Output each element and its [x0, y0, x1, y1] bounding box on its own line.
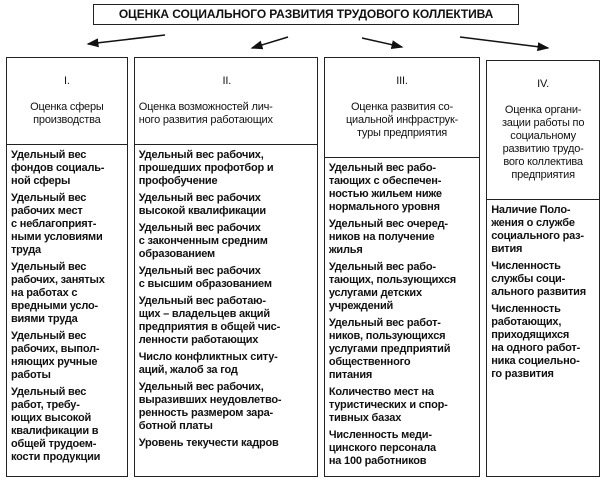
list-item: Наличие Поло- жения о службе социального раз- вития — [491, 204, 584, 255]
column-heading: Оценка органи- зации работы по социальному развитию трудо- вого коллектива предприятия — [501, 104, 585, 181]
column-number: II. — [222, 75, 232, 87]
column-items — [325, 158, 479, 476]
list-item: Число конфликтных ситу- аций, жалоб за год — [138, 351, 278, 376]
list-item: Численность меди- цинского персонала на 100 работников — [328, 429, 436, 467]
arrow-to-col-4 — [460, 37, 548, 48]
column-header — [487, 61, 599, 200]
list-item: Удельный вес рабочих с законченным средним образованием — [138, 222, 268, 260]
list-item: Удельный вес работ, требу- ющих высокой квалификации в общей трудоем- кости продукции — [11, 386, 101, 463]
list-item: Удельный вес очеред- ников на получение жилья — [328, 218, 448, 256]
list-item: Удельный вес фондов социаль- ной сферы — [11, 149, 105, 187]
list-item: Удельный вес рабочих высокой квалификации — [138, 192, 266, 217]
list-item: Удельный вес рабочих, занятых на работах с вредными усло- виями труда — [11, 261, 105, 325]
column-infrastructure — [324, 57, 480, 477]
column-personal-development — [134, 57, 318, 477]
diagram-title: ОЦЕНКА СОЦИАЛЬНОГО РАЗВИТИЯ ТРУДОВОГО КОЛЛЕКТИВА — [93, 4, 519, 25]
list-item: Удельный вес рабочих с высшим образованием — [138, 265, 272, 290]
column-number: IV. — [537, 78, 550, 90]
column-items — [135, 145, 317, 458]
column-number: I. — [64, 75, 70, 87]
list-item: Удельный вес рабочих, выпол- няющих ручные работы — [11, 330, 100, 381]
column-items — [487, 200, 599, 389]
column-header — [325, 58, 479, 158]
column-production — [6, 57, 128, 477]
column-heading: Оценка возможностей лич- ного развития работающих — [138, 101, 273, 126]
list-item: Удельный вес рабочих, выразивших неудовлетво- ренность размером зара- ботной платы — [138, 381, 282, 432]
arrow-to-col-2 — [252, 37, 288, 48]
column-heading: Оценка развития со- циальной инфраструк- туры предприятия — [345, 101, 459, 139]
list-item: Удельный вес рабо- тающих, пользующихся услугами детских учреждений — [328, 261, 456, 312]
column-heading: Оценка сферы производства — [30, 101, 104, 126]
column-number: III. — [396, 75, 408, 87]
column-items — [7, 145, 127, 472]
list-item: Количество мест на туристических и спор- тивных базах — [328, 386, 448, 424]
list-item: Удельный вес работаю- щих – владельцев акций предприятия в общей чис- ленности работающих — [138, 295, 281, 346]
arrow-to-col-1 — [88, 35, 165, 44]
list-item: Удельный вес рабочих мест с неблагоприят- ными условиями труда — [11, 192, 103, 256]
list-item: Численность работающих, приходящихся на одного работ- ника социельно- го развития — [491, 303, 581, 380]
column-header — [135, 58, 317, 145]
column-organization — [486, 60, 600, 477]
column-header — [7, 58, 127, 145]
list-item: Численность службы соци- ального развития — [491, 260, 586, 298]
list-item: Уровень текучести кадров — [138, 437, 279, 449]
list-item: Удельный вес рабочих, прошедших профотбор и профобучение — [138, 149, 274, 187]
arrow-to-col-3 — [362, 38, 402, 47]
list-item: Удельный вес работ- ников, пользующихся услугами предприятий общественного питания — [328, 317, 451, 381]
list-item: Удельный вес рабо- тающих с обеспечен- ностью жильем ниже нормального уровня — [328, 162, 442, 213]
columns — [6, 57, 600, 477]
